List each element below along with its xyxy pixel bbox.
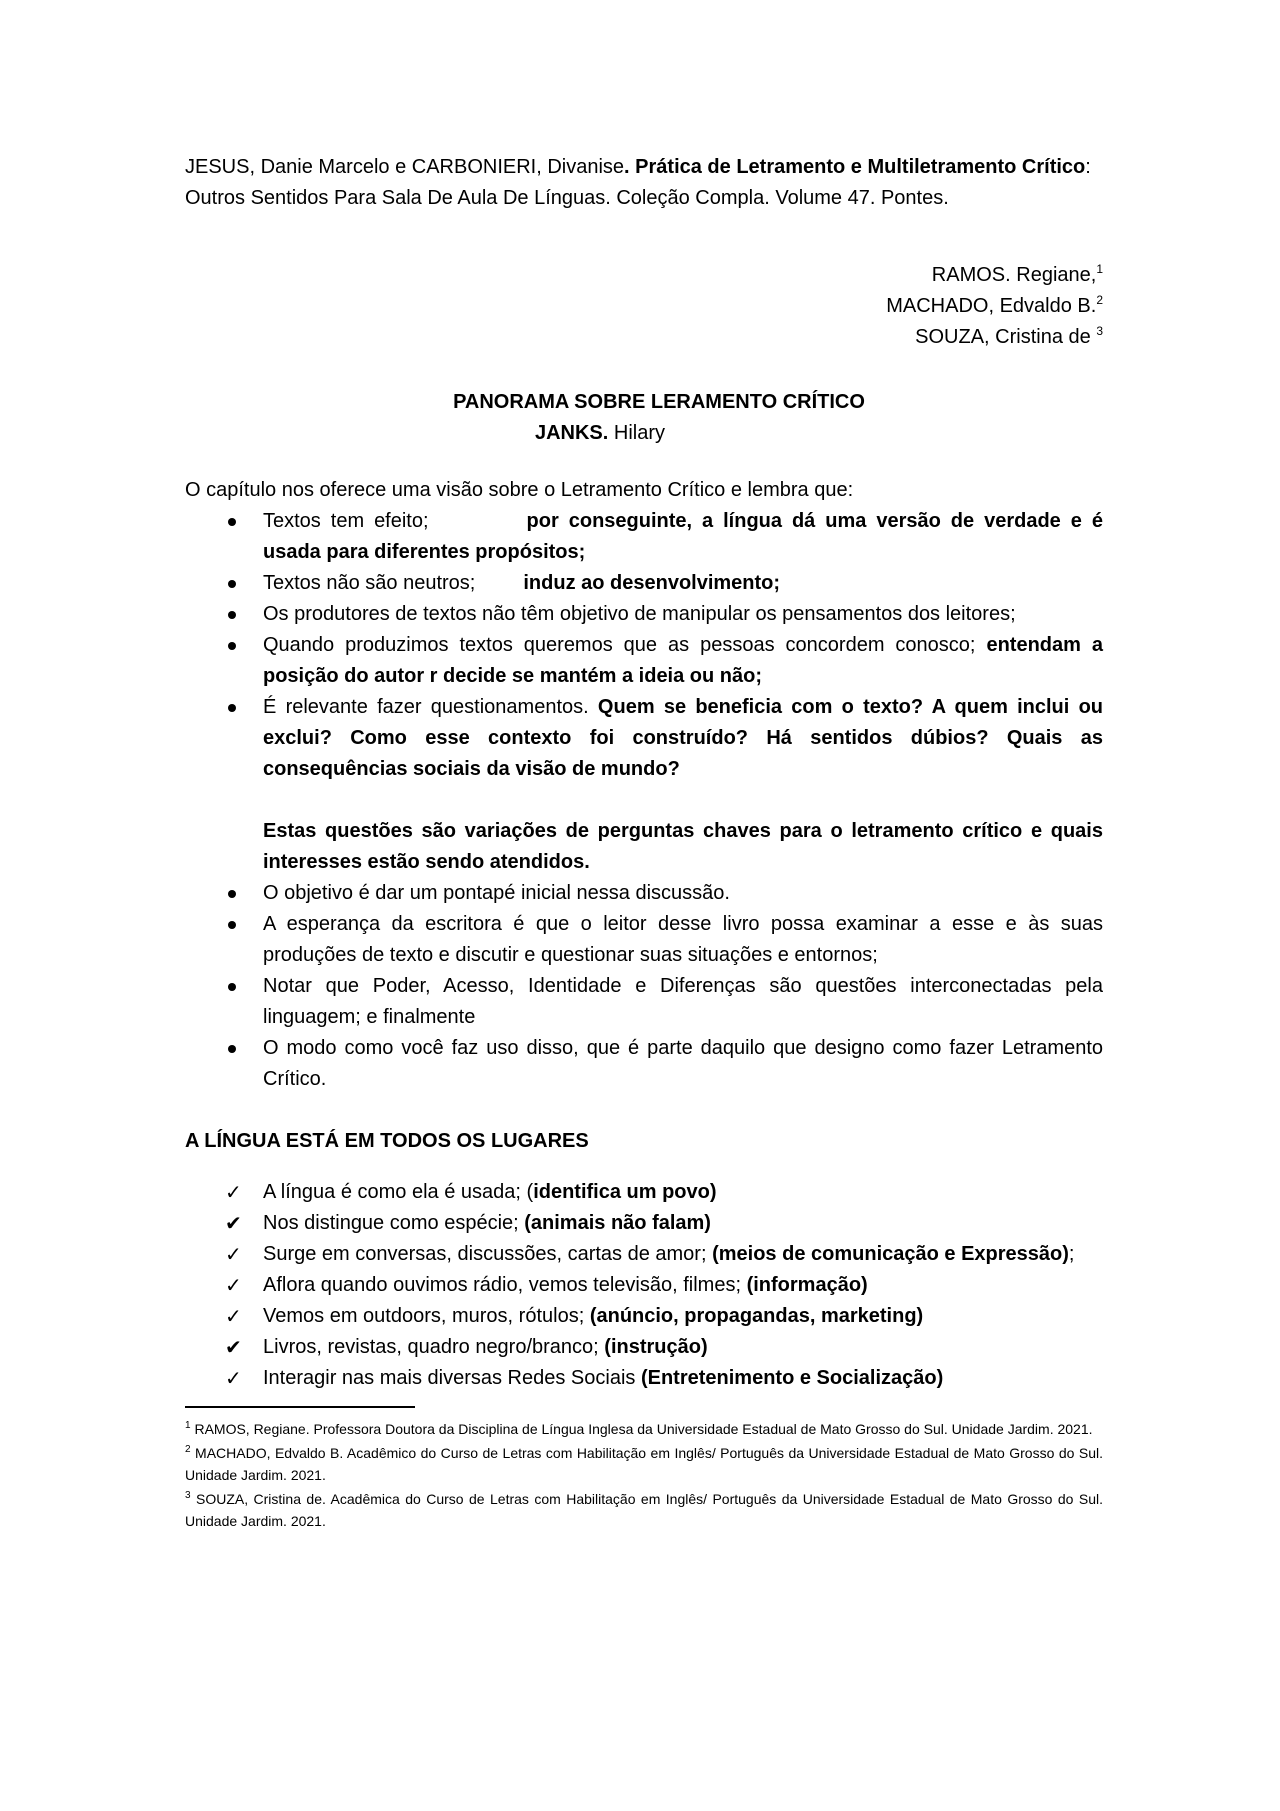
bullet-icon (228, 518, 236, 526)
footnote-number: 2 (185, 1444, 191, 1455)
bullet-icon (228, 983, 236, 991)
bullet-icon (228, 704, 236, 712)
checkmark-icon: ✓ (225, 1273, 242, 1297)
item-text: O objetivo é dar um pontapé inicial nessa discussão. (263, 882, 730, 904)
subtitle-author-surname: JANKS. (534, 422, 609, 444)
footnote-separator (185, 1406, 415, 1408)
item-text: Aflora quando ouvimos rádio, vemos televisão, filmes; (263, 1274, 747, 1296)
document-subtitle (185, 418, 1103, 449)
bibliographic-reference (185, 152, 1103, 214)
bullet-icon (228, 642, 236, 650)
bullet-icon (228, 611, 236, 619)
list-item (185, 568, 1103, 599)
document-page (185, 152, 1103, 1532)
list-item (185, 692, 1103, 785)
footnote-mark[interactable]: 1 (1096, 262, 1103, 276)
item-bold-text: por conseguinte, a língua dá uma versão de verdade e é usada para diferentes propósitos; (263, 510, 1103, 563)
author-name: RAMOS. Regiane, (931, 264, 1097, 286)
checkmark-icon: ✓ (225, 1242, 242, 1266)
list-item (185, 506, 1103, 568)
checklist-item (185, 1239, 1103, 1270)
checkmark-icon: ✔ (225, 1211, 242, 1235)
item-tail: ; (1068, 1243, 1075, 1265)
checkmark-icon: ✓ (225, 1180, 242, 1204)
checkmark-icon: ✓ (225, 1304, 242, 1328)
checkmark-icon: ✓ (225, 1366, 242, 1390)
checklist-item (185, 1301, 1103, 1332)
footnote-number: 3 (185, 1490, 191, 1501)
footnote-mark[interactable]: 3 (1096, 324, 1103, 338)
item-text: Surge em conversas, discussões, cartas de amor; (263, 1243, 713, 1265)
note-paragraph: Estas questões são variações de perguntas chaves para o letramento crítico e quais interesses estão sendo atendidos. (263, 820, 1103, 873)
footnote-text: MACHADO, Edvaldo B. Acadêmico do Curso de Letras com Habilitação em Inglês/ Português da Universidade Estadual de Mato Grosso do Sul. Unidade Jardim. 2021. (185, 1445, 1103, 1483)
list-item (185, 878, 1103, 909)
item-bold-text: entendam a posição do autor r decide se mantém a ideia ou não; (263, 634, 1103, 687)
item-text: Textos não são neutros; (263, 572, 476, 594)
reference-authors: JESUS, Danie Marcelo e CARBONIERI, Divanise (185, 156, 625, 178)
checkmark-icon: ✔ (225, 1335, 242, 1359)
footnote-number: 1 (185, 1420, 191, 1431)
subtitle-author-name: Hilary (608, 422, 665, 444)
author-line (185, 291, 1103, 322)
list-item (185, 909, 1103, 971)
item-text: O modo como você faz uso disso, que é parte daquilo que designo como fazer Letramento Crítico. (263, 1037, 1103, 1090)
author-line (185, 322, 1103, 353)
item-bold-text: (animais não falam) (524, 1212, 711, 1234)
item-text: Nos distingue como espécie; (263, 1212, 525, 1234)
item-text: A esperança da escritora é que o leitor desse livro possa examinar a esse e às suas produções de texto e discutir e questionar suas situações e entornos; (263, 913, 1103, 966)
item-text: É relevante fazer questionamentos. (263, 696, 598, 718)
checklist-item (185, 1363, 1103, 1394)
bullet-icon (228, 580, 236, 588)
author-name: MACHADO, Edvaldo B. (886, 295, 1097, 317)
item-text: Notar que Poder, Acesso, Identidade e Diferenças são questões interconectadas pela linguagem; e finalmente (263, 975, 1103, 1028)
item-text: Os produtores de textos não têm objetivo de manipular os pensamentos dos leitores; (263, 603, 1016, 625)
footnote (185, 1418, 1103, 1440)
reference-dot: . (624, 156, 630, 178)
item-bold-text: (meios de comunicação e Expressão) (712, 1243, 1069, 1265)
author-line (185, 260, 1103, 291)
reference-rest: : Outros Sentidos Para Sala De Aula De Línguas. Coleção Compla. Volume 47. Pontes. (185, 156, 1091, 209)
checklist-item (185, 1332, 1103, 1363)
item-text: Livros, revistas, quadro negro/branco; (263, 1336, 605, 1358)
item-text: Quando produzimos textos queremos que as pessoas concordem conosco; (263, 634, 987, 656)
item-bold-text: (Entretenimento e Socialização) (640, 1367, 944, 1389)
list-item (185, 1033, 1103, 1095)
item-text: A língua é como ela é usada; ( (263, 1181, 534, 1203)
item-bold-text: (informação) (746, 1274, 868, 1296)
author-name: SOUZA, Cristina de (915, 326, 1097, 348)
footnote (185, 1442, 1103, 1486)
reference-book-title: Prática de Letramento e Multiletramento Crítico (629, 156, 1086, 178)
bullet-icon (228, 921, 236, 929)
item-bold-text: (anúncio, propagandas, marketing) (589, 1305, 924, 1327)
item-bold-text: identifica um povo) (533, 1181, 717, 1203)
footnote-text: RAMOS, Regiane. Professora Doutora da Disciplina de Língua Inglesa da Universidade Estadual de Mato Grosso do Sul. Unidade Jardim. 2021. (190, 1421, 1093, 1437)
footnote (185, 1488, 1103, 1532)
item-bold-text: induz ao desenvolvimento; (523, 572, 781, 594)
bullet-icon (228, 1045, 236, 1053)
item-bold-text: (instrução) (604, 1336, 708, 1358)
checklist-item (185, 1208, 1103, 1239)
checklist-item (185, 1270, 1103, 1301)
section-heading: A LÍNGUA ESTÁ EM TODOS OS LUGARES (185, 1130, 589, 1152)
bullet-list (185, 506, 1103, 785)
item-bold-text: Quem se beneficia com o texto? A quem inclui ou exclui? Como esse contexto foi construído? Há sentidos dúbios? Quais as consequências sociais da visão de mundo? (263, 696, 1103, 780)
item-text: Interagir nas mais diversas Redes Sociais (263, 1367, 641, 1389)
footnote-mark[interactable]: 2 (1096, 293, 1103, 307)
intro-paragraph: O capítulo nos oferece uma visão sobre o Letramento Crítico e lembra que: (185, 479, 854, 501)
checklist (185, 1177, 1103, 1394)
bullet-icon (228, 890, 236, 898)
list-item (185, 971, 1103, 1033)
list-item (185, 630, 1103, 692)
document-title: PANORAMA SOBRE LERAMENTO CRÍTICO (453, 391, 865, 413)
footnote-text: SOUZA, Cristina de. Acadêmica do Curso de Letras com Habilitação em Inglês/ Português da Universidade Estadual de Mato Grosso do Sul. Unidade Jardim. 2021. (185, 1491, 1103, 1529)
bullet-list-2 (185, 878, 1103, 1095)
list-item (185, 599, 1103, 630)
item-text: Vemos em outdoors, muros, rótulos; (263, 1305, 590, 1327)
checklist-item (185, 1177, 1103, 1208)
author-list (185, 260, 1103, 353)
item-text: Textos tem efeito; (263, 510, 429, 532)
